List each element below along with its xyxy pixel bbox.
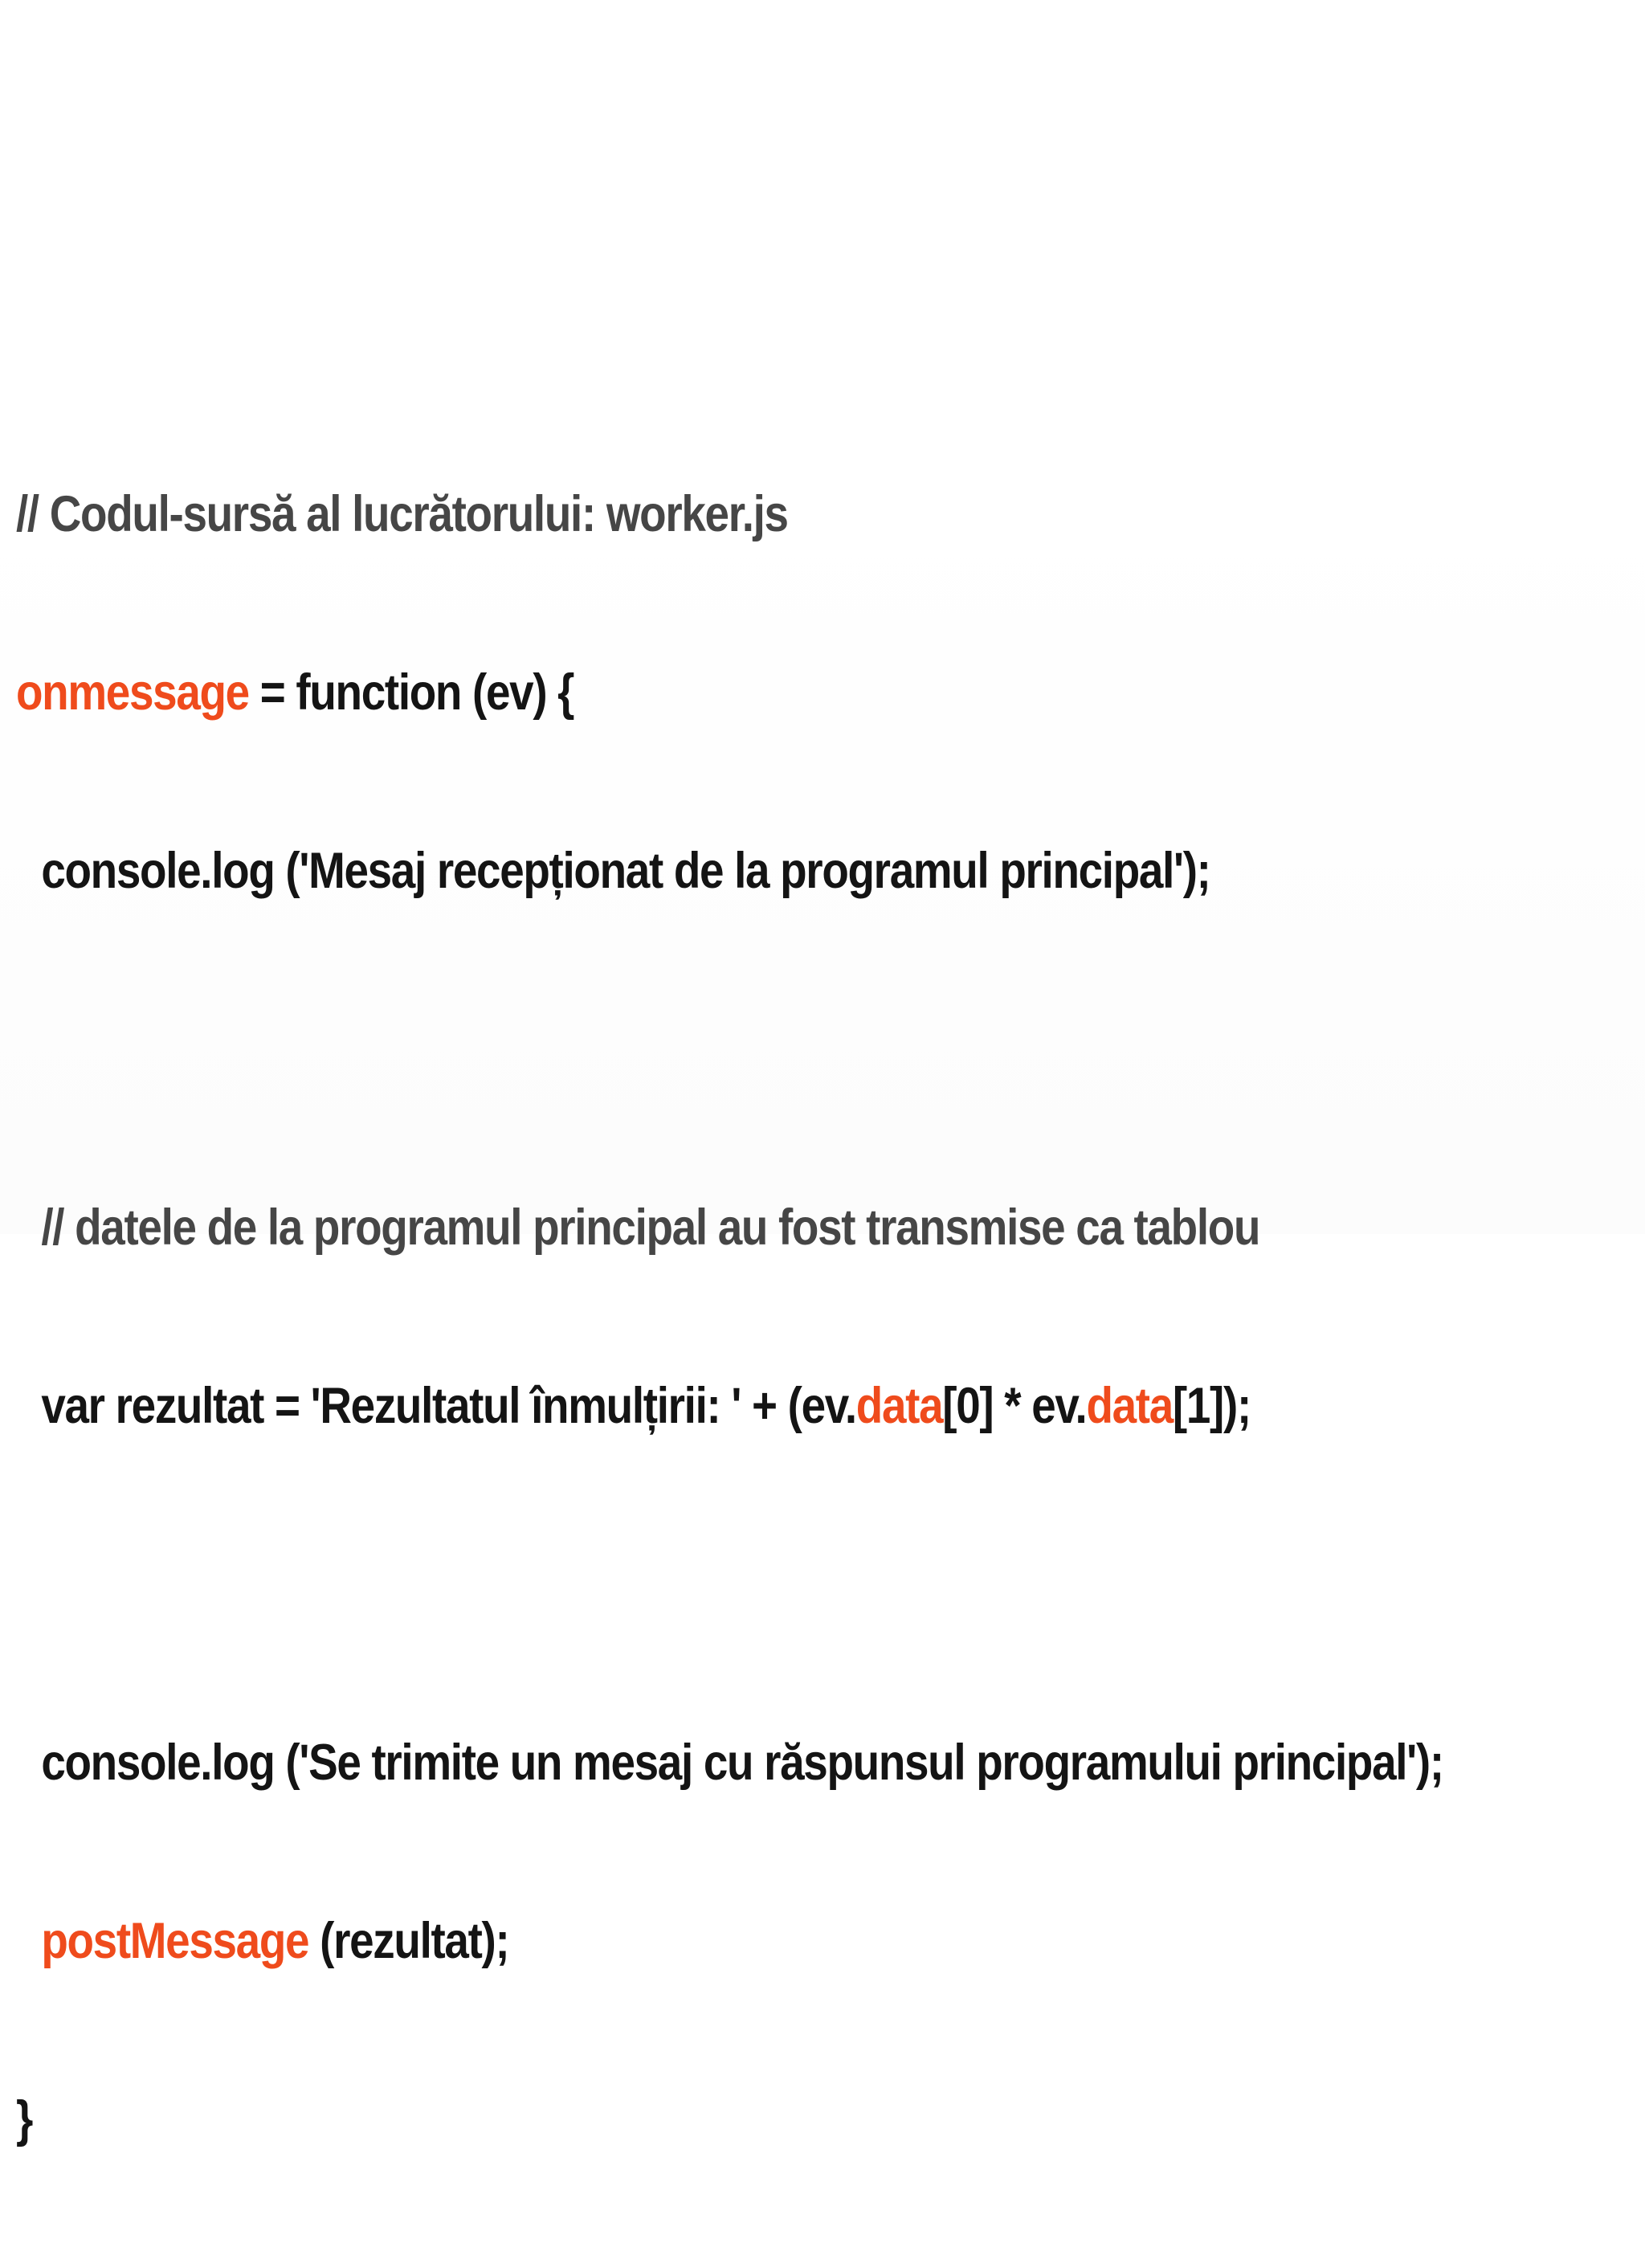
code-line-10 [16,2090,1443,2149]
code-line-1 [16,484,1443,544]
code-comment-data: // datele de la programul principal au fost transmise ca tablou [41,1199,1260,1256]
code-text: [1]); [1172,1378,1251,1434]
code-text: var rezultat = 'Rezultatul înmulțirii: ' + (ev. [41,1378,856,1434]
code-line-9 [16,1911,1443,1971]
keyword-onmessage: onmessage [16,664,249,721]
code-text: (rezultat); [308,1913,509,1969]
code-text: [0] * ev. [942,1378,1087,1434]
code-block [16,366,1443,2268]
closing-brace: } [16,2091,33,2147]
code-text: console.log ('Mesaj recepționat de la programul principal'); [41,843,1210,899]
code-line-4-blank [16,1020,1443,1079]
keyword-data: data [1086,1378,1173,1434]
code-text: console.log ('Se trimite un mesaj cu răspunsul programului principal'); [41,1735,1443,1791]
keyword-postmessage: postMessage [41,1913,309,1969]
keyword-data: data [855,1378,943,1434]
code-line-6 [16,1376,1443,1436]
code-line-7-blank [16,1555,1443,1614]
code-line-8 [16,1733,1443,1792]
code-line-2 [16,663,1443,722]
code-comment-header: // Codul-sursă al lucrătorului: worker.js [16,486,788,542]
code-text: = function (ev) { [248,664,574,721]
code-line-5 [16,1198,1443,1257]
code-line-3 [16,841,1443,901]
